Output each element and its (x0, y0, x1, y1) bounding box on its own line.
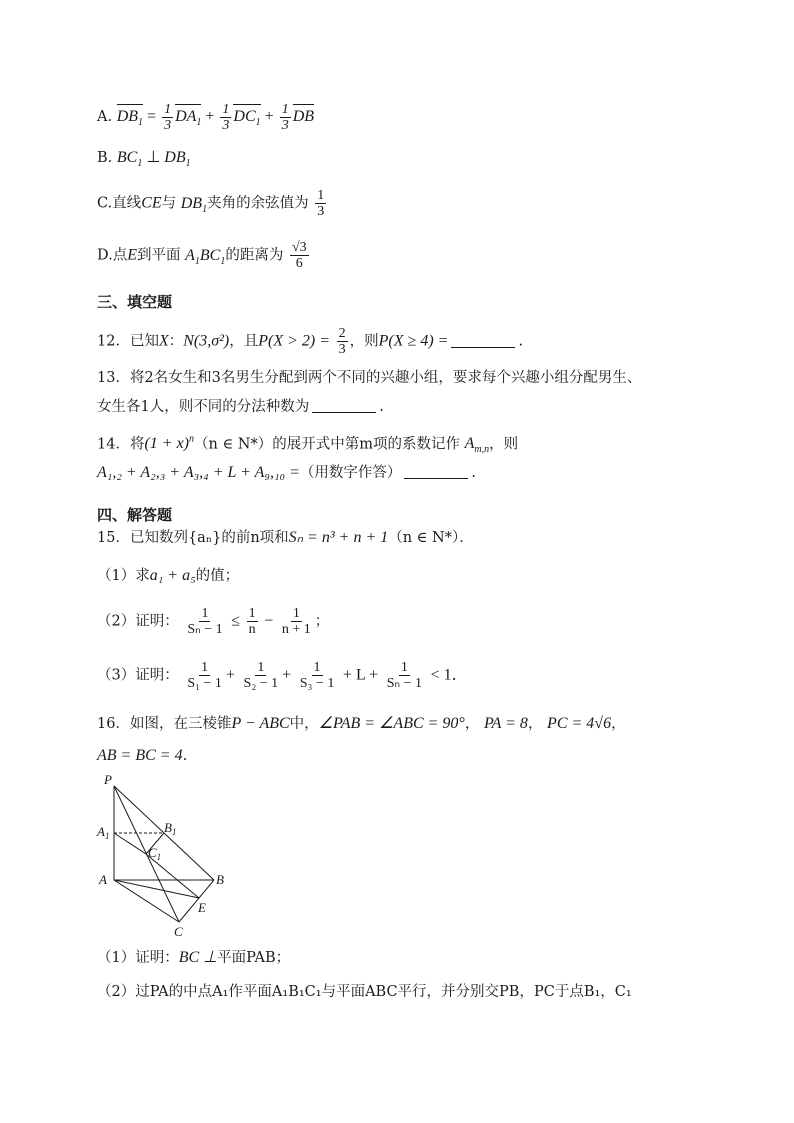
fraction: $\frac{1}{\text{S₁ − 1}}$ (187, 660, 222, 691)
fraction: $\frac{1}{n + 1}$ (281, 606, 311, 637)
pyramid-figure (94, 770, 234, 940)
vector-dc1: $DC_1$ (233, 108, 261, 129)
section-heading-fill-in: 三、填空题 (97, 293, 173, 311)
label-e: E (198, 900, 206, 915)
question-15: 15．已知数列{aₙ}的前n项和Sₙ = n³ + n + 1（n ∈ N*）． (97, 529, 474, 546)
label-p: P (104, 772, 112, 787)
fraction: $\frac{1}{n}$ (248, 606, 256, 637)
fraction: $\frac{1}{3}$ (281, 102, 289, 133)
option-a: A. $DB_1$ = $\frac{1}{3}$ $DA_1$ + $\frac{1}{3}$ $DC_1$ + $\frac{1}{3}$ DB (97, 102, 315, 133)
question-16-part-2: （2）过PA的中点A₁作平面A₁B₁C₁与平面ABC平行，并分别交PB，PC于点B₁，C₁ (97, 984, 632, 1000)
answer-blank[interactable] (404, 478, 468, 479)
answer-blank[interactable] (451, 347, 515, 348)
fraction: $\frac{√3}{6}$ (291, 240, 307, 271)
section-heading-solve: 四、解答题 (97, 506, 173, 524)
question-16-line-1: 16．如图，在三棱锥P − ABC中，∠PAB = ∠ABC = 90°， PA = 8， PC = 4√6， (97, 715, 626, 732)
label-c1: $C_1$ (148, 845, 162, 862)
question-16-line-2: AB = BC = 4. (97, 747, 188, 764)
label-b1: $B_1$ (164, 820, 177, 837)
label-b: B (216, 872, 224, 887)
question-16-part-1: （1）证明：BC ⊥平面PAB； (97, 949, 291, 966)
vector-db: DB (292, 108, 315, 126)
option-d: D.点E到平面 $A_1BC_1$的距离为 $\frac{√3}{6}$ (97, 240, 307, 271)
question-12: 12．已知X：N(3,σ²)，且P(X > 2) = $\frac{2}{3}$ ，则P(X ≥ 4) = . (97, 326, 524, 357)
vector-da1: $DA_1$ (175, 108, 202, 129)
question-15-part-1: （1）求a₁ + a₅的值； (97, 567, 240, 584)
label-a1: $A_1$ (97, 824, 110, 841)
label-c: C (174, 924, 183, 939)
fraction: $\frac{2}{3}$ (338, 326, 346, 357)
option-c: C.直线CE与 $DB_1$夹角的余弦值为 $\frac{1}{3}$ (97, 188, 325, 219)
answer-blank[interactable] (312, 412, 376, 413)
question-15-part-3: （3）证明： $\frac{1}{\text{S₁ − 1}}$ + $\frac{1}{\text{S₂ − 1}}$ + $\frac{1}{\text{S₃ − 1}}$ + L + $\frac{1}{\text{Sₙ − 1}}$ < 1． (97, 660, 468, 691)
option-b: B. $BC_1$ ⊥ $DB_1$ (97, 149, 191, 170)
label-a: A (99, 872, 107, 887)
fraction: $\frac{1}{\text{Sₙ − 1}}$ (386, 660, 423, 691)
question-13-line-1: 13．将2名女生和3名男生分配到两个不同的兴趣小组，要求每个兴趣小组分配男生、 (97, 370, 642, 386)
fraction: $\frac{1}{3}$ (164, 102, 172, 133)
fraction: $\frac{1}{\text{S₃ − 1}}$ (299, 660, 335, 691)
question-13-line-2: 女生各1人，则不同的分法种数为 . (97, 399, 384, 415)
question-15-part-2: （2）证明： $\frac{1}{\text{Sₙ − 1}}$ ≤ $\frac{1}{n}$ − $\frac{1}{n + 1}$ ； (97, 606, 330, 637)
fraction: $\frac{1}{3}$ (222, 102, 230, 133)
fraction: $\frac{1}{\text{Sₙ − 1}}$ (187, 606, 223, 637)
option-label: A. (97, 109, 113, 126)
fraction: $\frac{1}{\text{S₂ − 1}}$ (243, 660, 279, 691)
question-14-line-1: 14．将$(1 + x)^n(n$ ∈ N*）的展开式中第m项的系数记作 $A_{m,n}$，则 (97, 434, 519, 456)
question-14-line-2: A₁,₂ + A₂,₃ + A₃,₄ + L + A₉,₁₀ =（用数字作答） . (97, 464, 476, 481)
vector-db1: $DB_1$ (116, 108, 144, 129)
fraction: $\frac{1}{3}$ (317, 188, 325, 219)
